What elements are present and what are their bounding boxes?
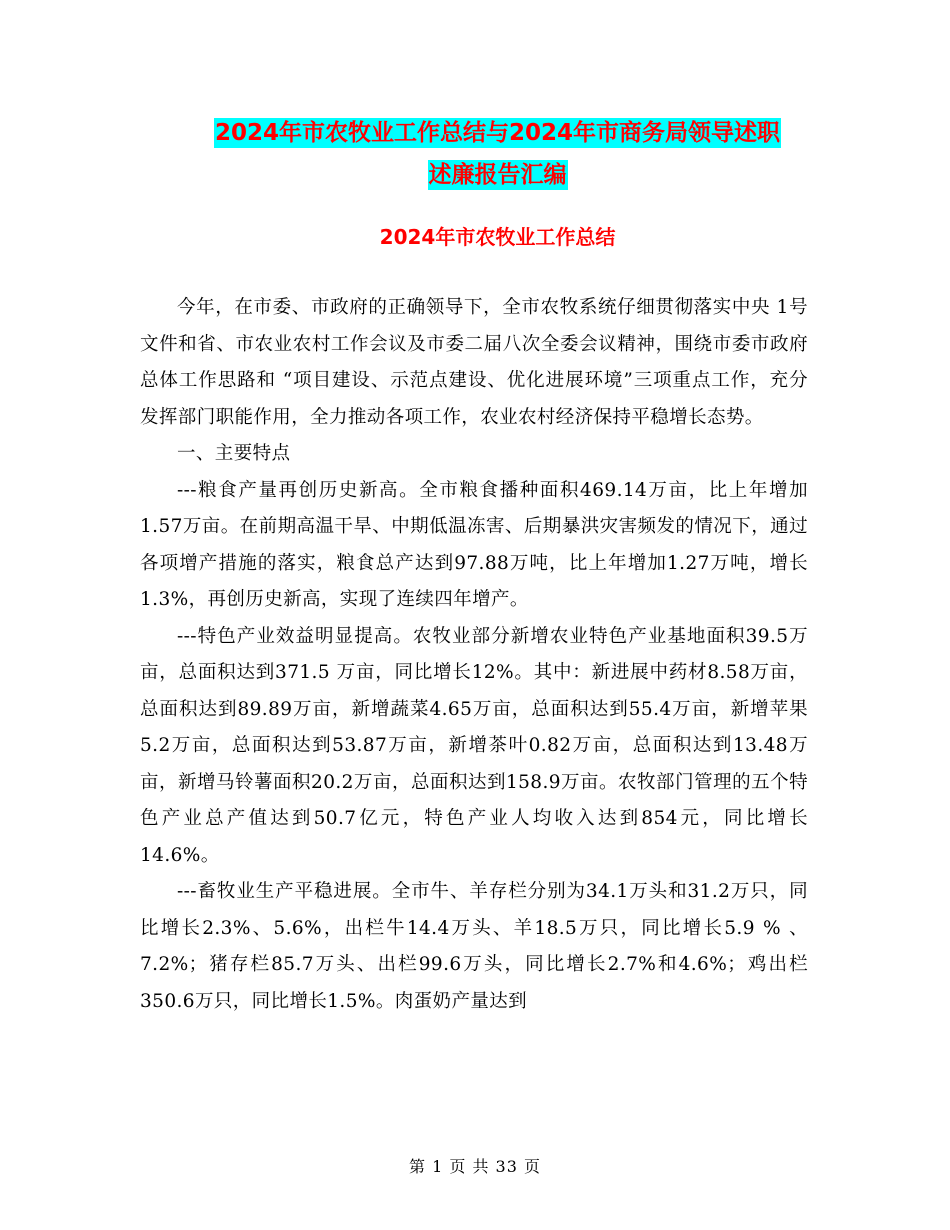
section-title: 2024年市农牧业工作总结 [379, 225, 616, 249]
paragraph-grain-output: ---粮食产量再创历史新高。全市粮食播种面积469.14万亩，比上年增加1.57万亩。在前期高温干旱、中期低温冻害、后期暴洪灾害频发的情况下，通过各项增产措施的落实，粮食总产达到97.88万吨，比上年增加1.27万吨，增长1.3%，再创历史新高，实现了连续四年增产。 [140, 479, 808, 610]
paragraph-intro: 今年，在市委、市政府的正确领导下，全市农牧系统仔细贯彻落实中央 1号文件和省、市农业农村工作会议及市委二届八次全委会议精神，围绕市委市政府总体工作思路和 “项目建设、示范点建设、优化进展环境”三项重点工作，充分发挥部门职能作用，全力推动各项工作，农业农村经济保持平稳增长态势。 [140, 297, 808, 428]
paragraph-specialty-industry: ---特色产业效益明显提高。农牧业部分新增农业特色产业基地面积39.5万亩，总面积达到371.5 万亩，同比增长12%。其中：新进展中药材8.58万亩，总面积达到89.89万亩，新增蔬菜4.65万亩，总面积达到55.4万亩，新增苹果5.2万亩，总面积达到53.87万亩，新增茶叶0.82万亩，总面积达到13.48万亩，新增马铃薯面积20.2万亩，总面积达到158.9万亩。农牧部门管理的五个特色产业总产值达到50.7亿元，特色产业人均收入达到854元，同比增长14.6%。 [140, 625, 808, 866]
title-line-1: 2024年市农牧业工作总结与2024年市商务局领导述职 [214, 120, 781, 146]
page-number-label: 第 1 页 共 33 页 [409, 1157, 541, 1176]
body-text [140, 290, 808, 1020]
paragraph-heading-main-features: 一、主要特点 [177, 443, 291, 464]
page-footer [0, 1154, 950, 1177]
paragraph-livestock: ---畜牧业生产平稳进展。全市牛、羊存栏分别为34.1万头和31.2万只，同比增长2.3%、5.6%，出栏牛14.4万头、羊18.5万只，同比增长5.9 % 、7.2%；猪存栏85.7万头、出栏99.6万头，同比增长2.7%和4.6%；鸡出栏350.6万只，同比增长1.5%。肉蛋奶产量达到 [140, 881, 808, 1012]
document-title [140, 112, 855, 196]
title-line-2: 述廉报告汇编 [428, 162, 567, 188]
